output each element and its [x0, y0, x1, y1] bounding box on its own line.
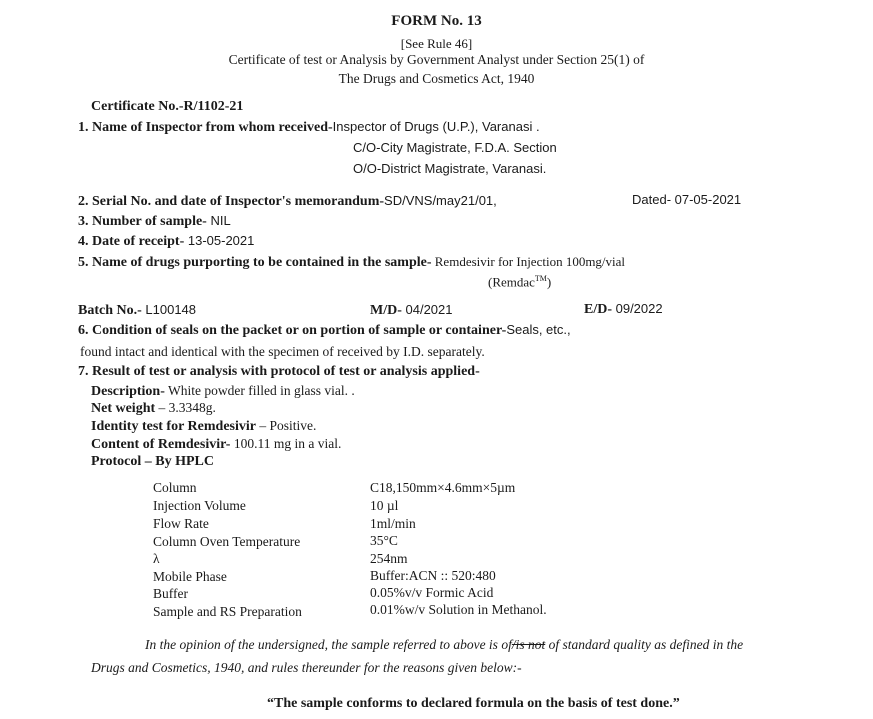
md-value: 04/2021	[401, 302, 453, 317]
protocol-label: Sample and RS Preparation	[153, 604, 302, 619]
protocol-value: 10 µl	[370, 498, 399, 513]
item1-label: 1. Name of Inspector from whom received-	[78, 120, 333, 135]
manufacture-date	[370, 303, 453, 318]
item7-result-heading: 7. Result of test or analysis with protocol of test or analysis applied-	[78, 364, 480, 379]
expiry-date	[584, 302, 663, 317]
item1-address-line2: C/O-City Magistrate, F.D.A. Section	[353, 140, 557, 155]
item5-brand-name: (Remdac	[488, 274, 535, 290]
content-value: 100.11 mg in a vial.	[230, 436, 342, 451]
protocol-value: 0.05%v/v Formic Acid	[370, 585, 494, 600]
opinion-struck-text: /is not	[511, 637, 546, 652]
item5-brand-close: )	[546, 274, 552, 290]
protocol-label: Mobile Phase	[153, 569, 227, 584]
identity-value: – Positive.	[256, 418, 317, 433]
batch-value: L100148	[141, 302, 197, 317]
content-label: Content of Remdesivir-	[91, 437, 231, 452]
item2-value: SD/VNS/may21/01,	[384, 193, 497, 208]
item4-value: 13-05-2021	[184, 233, 255, 248]
opinion-text-a: In the opinion of the undersigned, the sample referred to above is of	[145, 637, 512, 652]
description-value: White powder filled in glass vial. .	[164, 383, 355, 398]
description	[91, 384, 355, 399]
item2-label: 2. Serial No. and date of Inspector's memorandum-	[78, 194, 385, 209]
ed-value: 09/2022	[612, 301, 663, 316]
protocol-heading: Protocol – By HPLC	[91, 454, 215, 469]
item6-label: 6. Condition of seals on the packet or on portion of sample or container-	[78, 323, 507, 338]
protocol-label: Column	[153, 480, 197, 495]
item2-dated: Dated- 07-05-2021	[632, 192, 742, 207]
item4-label: 4. Date of receipt-	[78, 234, 185, 249]
opinion-text-b: of standard quality as defined in the	[545, 637, 744, 652]
protocol-label: Flow Rate	[153, 516, 209, 531]
identity-label: Identity test for Remdesivir	[91, 419, 256, 434]
certificate-title-line1: Certificate of test or Analysis by Government Analyst under Section 25(1) of	[228, 52, 645, 67]
form-number: FORM No. 13	[391, 13, 482, 29]
item5-brand	[488, 275, 551, 288]
certificate-number: Certificate No.-R/1102-21	[91, 99, 244, 114]
certificate-title-line2: The Drugs and Cosmetics Act, 1940	[338, 71, 535, 86]
item4-date-of-receipt	[78, 234, 254, 249]
rule-reference: [See Rule 46]	[400, 36, 473, 51]
item6-seal-condition	[78, 323, 571, 338]
protocol-value: 35°C	[370, 533, 398, 548]
trademark-symbol: TM	[534, 274, 547, 283]
protocol-label: Column Oven Temperature	[153, 534, 301, 549]
protocol-value: 254nm	[370, 551, 408, 566]
protocol-label: Injection Volume	[153, 498, 246, 513]
item1-value: Inspector of Drugs (U.P.), Varanasi .	[332, 119, 540, 134]
md-label: M/D-	[370, 303, 402, 318]
item5-drug-name	[78, 255, 625, 270]
item6-value: Seals, etc.,	[506, 322, 571, 337]
item3-value: NIL	[206, 213, 231, 228]
opinion-line1	[145, 638, 743, 652]
batch-number	[78, 303, 196, 318]
item1-inspector-name	[78, 120, 540, 135]
protocol-value: Buffer:ACN :: 520:480	[370, 568, 496, 583]
protocol-value: 1ml/min	[370, 516, 416, 531]
protocol-label: Buffer	[153, 586, 188, 601]
item2-serial-no	[78, 194, 497, 209]
protocol-value: 0.01%w/v Solution in Methanol.	[370, 602, 547, 617]
opinion-line2: Drugs and Cosmetics, 1940, and rules thereunder for the reasons given below:-	[91, 660, 522, 675]
content-of-remdesivir	[91, 437, 341, 452]
item3-label: 3. Number of sample-	[78, 214, 207, 229]
description-label: Description-	[91, 384, 165, 399]
item5-value: Remdesivir for Injection 100mg/vial	[431, 254, 626, 269]
protocol-value: C18,150mm×4.6mm×5µm	[370, 480, 516, 495]
protocol-label: λ	[153, 551, 160, 566]
net-weight-value: – 3.3348g.	[155, 400, 216, 415]
item1-address-line3: O/O-District Magistrate, Varanasi.	[353, 161, 547, 176]
batch-label: Batch No.-	[78, 303, 142, 318]
item5-label: 5. Name of drugs purporting to be contained in the sample-	[78, 255, 432, 270]
identity-test	[91, 419, 316, 434]
item6-line2: found intact and identical with the specimen of received by I.D. separately.	[80, 344, 485, 359]
net-weight	[91, 401, 216, 416]
net-weight-label: Net weight	[91, 401, 156, 416]
conclusion: “The sample conforms to declared formula on the basis of test done.”	[267, 696, 680, 711]
ed-label: E/D-	[584, 302, 612, 317]
item3-number-of-sample	[78, 214, 231, 229]
